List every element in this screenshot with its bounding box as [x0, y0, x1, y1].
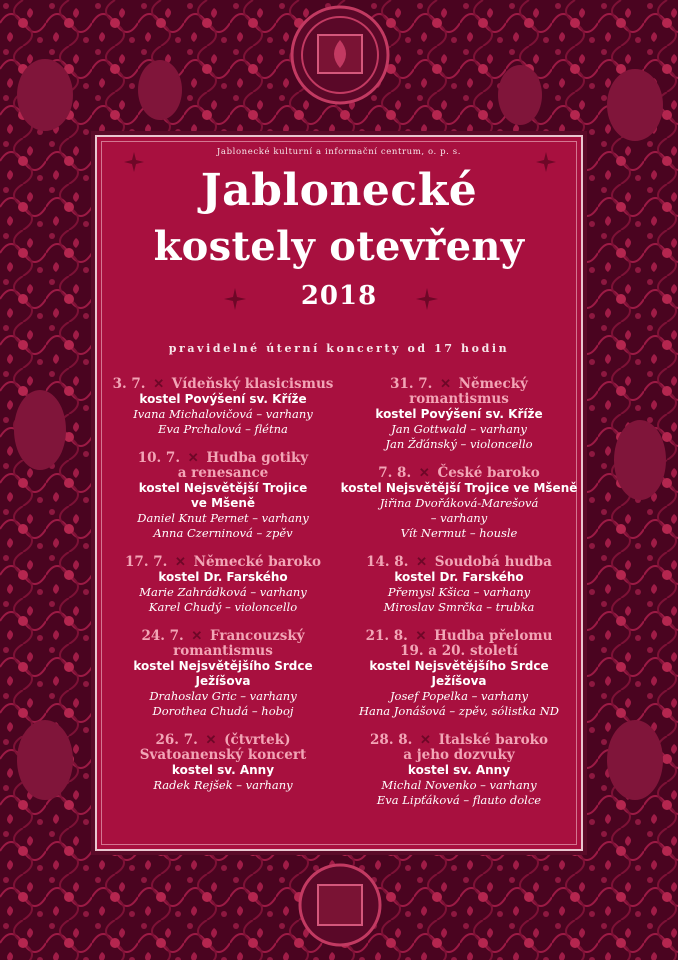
concert-event: [339, 629, 579, 719]
concert-event: [103, 629, 343, 719]
cross-separator-icon: ✕: [205, 733, 217, 748]
event-performer: Vít Nermut – housle: [400, 526, 518, 540]
event-performer: Eva Lipťáková – flauto dolce: [376, 793, 542, 807]
event-performer: Radek Rejšek – varhany: [153, 778, 293, 792]
event-performer: Eva Prchalová – flétna: [158, 422, 288, 436]
cross-separator-icon: ✕: [440, 377, 451, 392]
event-performer: Drahoslav Gric – varhany: [149, 689, 297, 703]
event-date-title-cont: 19. a 20. století: [400, 643, 518, 659]
event-venue: kostel Dr. Farského: [158, 570, 288, 584]
event-performer: – varhany: [430, 511, 488, 525]
event-venue: kostel Nejsvětějšího Srdce: [369, 659, 549, 673]
event-performer: Jan Žďánský – violoncello: [385, 437, 533, 451]
program-panel: [95, 135, 583, 851]
year: 2018: [300, 281, 378, 311]
cross-separator-icon: ✕: [175, 555, 186, 570]
event-performer: Daniel Knut Pernet – varhany: [137, 511, 309, 525]
cross-separator-icon: ✕: [416, 555, 428, 570]
title-line-2: kostely otevřeny: [153, 223, 525, 270]
event-performer: Michal Novenko – varhany: [381, 778, 537, 792]
event-venue: kostel Povýšení sv. Kříže: [139, 392, 307, 406]
event-date-title-cont: a jeho dozvuky: [403, 747, 515, 763]
event-performer: Přemysl Kšica – varhany: [387, 585, 531, 599]
concert-event: [339, 466, 579, 541]
event-performer: Miroslav Smrčka – trubka: [383, 600, 535, 614]
concert-event: [103, 451, 343, 541]
cross-separator-icon: ✕: [420, 733, 431, 748]
event-venue: kostel Dr. Farského: [394, 570, 524, 584]
left-column: [103, 377, 343, 807]
event-date-title: 14. 8. ✕ Soudobá hudba: [366, 554, 552, 570]
concert-event: [339, 733, 579, 808]
event-date-title: 24. 7. ✕ Francouzský: [141, 628, 305, 644]
event-performer: Karel Chudý – violoncello: [148, 600, 298, 614]
event-date-title: 7. 8. ✕ České baroko: [378, 465, 540, 481]
event-date-title: 10. 7. ✕ Hudba gotiky: [137, 450, 309, 466]
organizer-name: Jablonecké kulturní a informační centrum, o. p. s.: [216, 147, 462, 157]
event-venue: kostel sv. Anny: [171, 763, 275, 777]
event-date-title: 31. 7. ✕ Německý romantismus: [390, 376, 528, 407]
event-performer: Josef Popelka – varhany: [389, 689, 529, 703]
title-line-1: Jablonecké: [200, 165, 478, 216]
subtitle: pravidelné úterní koncerty od 17 hodin: [168, 342, 510, 355]
cross-separator-icon: ✕: [187, 451, 199, 466]
event-date-title-cont: Svatoanenský koncert: [139, 747, 307, 763]
event-date-title: 21. 8. ✕ Hudba přelomu: [365, 628, 553, 644]
concert-event: [339, 377, 579, 452]
event-venue: kostel Nejsvětější Trojice: [138, 481, 308, 495]
event-venue: kostel Nejsvětějšího Srdce: [133, 659, 313, 673]
event-performer: Jiřina Dvořáková-Marešová: [379, 496, 539, 510]
cross-separator-icon: ✕: [415, 629, 427, 644]
concert-event: [103, 555, 343, 615]
concert-event: [103, 733, 343, 793]
event-date-title-cont: romantismus: [173, 643, 273, 659]
event-venue-cont: ve Mšeně: [190, 496, 256, 510]
right-column: [339, 377, 579, 822]
event-performer: Anna Czerninová – zpěv: [153, 526, 293, 540]
event-performer: Dorothea Chudá – hoboj: [152, 704, 294, 718]
event-venue-cont: Ježíšova: [431, 674, 487, 688]
event-date-title-cont: a renesance: [177, 465, 269, 481]
event-performer: Hana Jonášová – zpěv, sólistka ND: [359, 704, 559, 718]
concert-event: [103, 377, 343, 437]
event-date-title: 17. 7. ✕ Německé baroko: [125, 554, 321, 570]
event-date-title: 28. 8. ✕ Italské baroko: [370, 732, 548, 748]
event-date-title: 26. 7. ✕ (čtvrtek): [155, 732, 291, 748]
event-venue-cont: Ježíšova: [195, 674, 251, 688]
cross-separator-icon: ✕: [191, 629, 203, 644]
event-performer: Ivana Michalovičová – varhany: [133, 407, 313, 421]
cross-separator-icon: ✕: [418, 466, 430, 481]
event-venue: kostel sv. Anny: [407, 763, 511, 777]
event-venue: kostel Nejsvětější Trojice ve Mšeně: [340, 481, 578, 495]
event-performer: Jan Gottwald – varhany: [391, 422, 527, 436]
cross-separator-icon: ✕: [153, 377, 165, 392]
event-date-title: 3. 7. ✕ Vídeňský klasicismus: [112, 376, 334, 392]
concert-event: [339, 555, 579, 615]
event-venue: kostel Povýšení sv. Kříže: [375, 407, 543, 421]
event-performer: Marie Zahrádková – varhany: [139, 585, 307, 599]
